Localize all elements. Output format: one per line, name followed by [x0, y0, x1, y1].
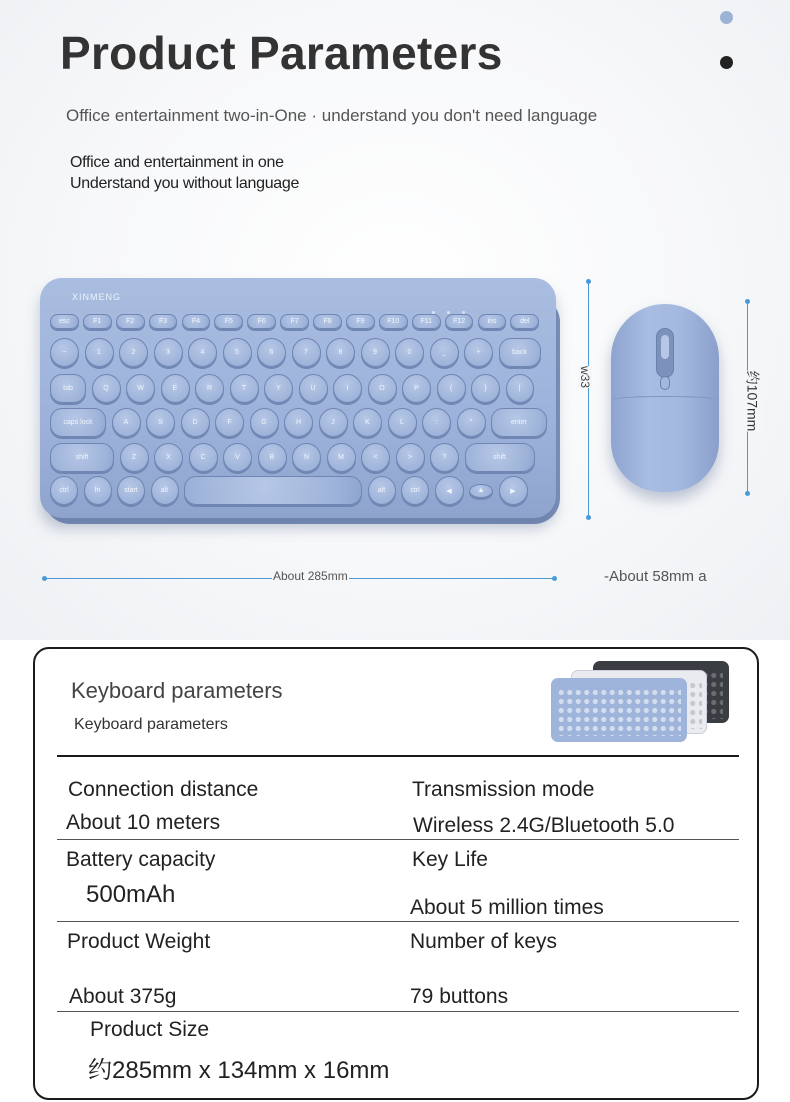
param-label-product-size: Product Size: [90, 1018, 210, 1041]
keyboard-key: M: [327, 443, 356, 472]
keyboard-key: :: [422, 408, 451, 437]
keyboard-key: {: [437, 374, 466, 403]
keyboard-key: >: [396, 443, 425, 472]
keyboard-key: J: [319, 408, 348, 437]
keyboard-key: ◀: [435, 476, 464, 505]
keyboard-key: O: [368, 374, 397, 403]
keyboard-key: |: [506, 374, 534, 403]
keyboard-key: tab: [50, 374, 86, 403]
keyboard-key: back: [499, 338, 541, 367]
keyboard-key: <: [361, 443, 390, 472]
keyboard-key: I: [333, 374, 362, 403]
keyboard-key: D: [181, 408, 210, 437]
keyboard-key: del: [510, 314, 539, 329]
dimension-endpoint: [42, 576, 47, 581]
param-label-connection-distance: Connection distance: [68, 778, 259, 801]
keyboard-row: [50, 338, 541, 367]
keyboard-key: shift: [50, 443, 114, 472]
keyboard-row: [50, 443, 535, 472]
param-label-key-life: Key Life: [412, 848, 488, 871]
keyboard-key: alt: [368, 476, 396, 505]
keyboard-key: F4: [182, 314, 211, 329]
keyboard-key: G: [250, 408, 279, 437]
keyboard-key: F12: [445, 314, 474, 329]
keyboard-key: ~: [50, 338, 79, 367]
keyboard-key: fn: [84, 476, 112, 505]
param-value-number-of-keys: 79 buttons: [410, 985, 509, 1008]
keyboard-key: Q: [92, 374, 121, 403]
keyboard-key: ctrl: [50, 476, 78, 505]
keyboard-key: ins: [478, 314, 507, 329]
keyboard-key: L: [388, 408, 417, 437]
param-value-transmission-mode: Wireless 2.4G/Bluetooth 5.0: [413, 814, 675, 837]
tagline-line-1: Office and entertainment in one: [70, 154, 284, 171]
keyboard-row: [50, 408, 547, 437]
tagline-line-2: Understand you without language: [70, 175, 300, 192]
keyboard-key: U: [299, 374, 328, 403]
keyboard-key: _: [430, 338, 459, 367]
keyboard-key: 7: [292, 338, 321, 367]
keyboard-key: ▶: [499, 476, 528, 505]
keyboard-key: start: [117, 476, 145, 505]
decorative-dot-light: [720, 11, 733, 24]
keyboard-indicator-lights: [432, 301, 492, 305]
keyboard-key: 5: [223, 338, 252, 367]
keyboard-row: [50, 476, 528, 505]
keyboard-height-line: [588, 282, 589, 518]
mouse-scroll-wheel: [656, 328, 674, 378]
keyboard-key: Y: [264, 374, 293, 403]
keyboard-key: F7: [280, 314, 309, 329]
keyboard-row: [50, 374, 534, 403]
param-label-number-of-keys: Number of keys: [410, 930, 558, 953]
keyboard-key: W: [126, 374, 155, 403]
row-divider: [57, 1011, 739, 1012]
row-divider: [57, 921, 739, 922]
keyboard-key: 4: [188, 338, 217, 367]
keyboard-key: A: [112, 408, 141, 437]
keyboard-key: K: [353, 408, 382, 437]
keyboard-key: 3: [154, 338, 183, 367]
keyboard-key: 1: [85, 338, 114, 367]
keyboard-key: F2: [116, 314, 145, 329]
keyboard-key: F6: [247, 314, 276, 329]
keyboard-key: 9: [361, 338, 390, 367]
keyboard-key: Z: [120, 443, 149, 472]
keyboard-height-label: w33: [578, 365, 593, 389]
keyboard-key: enter: [491, 408, 547, 437]
keyboard-key: }: [471, 374, 500, 403]
keyboard-key: F9: [346, 314, 375, 329]
keyboard-parameters-card: [33, 647, 759, 1100]
row-divider: [57, 839, 739, 840]
dimension-endpoint: [586, 279, 591, 284]
param-label-battery-capacity: Battery capacity: [66, 848, 216, 871]
dimension-endpoint: [745, 299, 750, 304]
keyboard-key: F5: [214, 314, 243, 329]
param-value-connection-distance: About 10 meters: [66, 811, 221, 834]
keyboard-key: 8: [326, 338, 355, 367]
mouse-image: [611, 304, 719, 492]
param-value-battery-capacity: 500mAh: [86, 881, 176, 908]
keyboard-key: N: [292, 443, 321, 472]
dimension-endpoint: [586, 515, 591, 520]
keyboard-key: S: [146, 408, 175, 437]
keyboard-key: shift: [465, 443, 535, 472]
tagline: [70, 152, 299, 194]
keyboard-key: caps lock: [50, 408, 106, 437]
mouse-button-split: [611, 396, 719, 404]
keyboard-brand: XINMENG: [72, 292, 122, 302]
keyboard-key: V: [223, 443, 252, 472]
keyboard-row: [50, 314, 539, 329]
page-title: Product Parameters: [60, 27, 503, 79]
keyboard-key: 6: [257, 338, 286, 367]
keyboard-key: F11: [412, 314, 441, 329]
keyboard-key: 2: [119, 338, 148, 367]
keyboard-key: F8: [313, 314, 342, 329]
keyboard-key: F1: [83, 314, 112, 329]
card-subtitle: Keyboard parameters: [74, 716, 228, 733]
keyboard-key: X: [154, 443, 183, 472]
keyboard-key: P: [402, 374, 431, 403]
keyboard-key: H: [284, 408, 313, 437]
keyboard-key: T: [230, 374, 259, 403]
keyboard-key: alt: [151, 476, 179, 505]
keyboard-key: F3: [149, 314, 178, 329]
param-value-key-life: About 5 million times: [410, 896, 604, 919]
keyboard-image: [40, 278, 556, 518]
keyboard-key: F: [215, 408, 244, 437]
keyboard-key: esc: [50, 314, 79, 329]
mouse-width-label: -About 58mm a: [604, 568, 707, 585]
page-subtitle: Office entertainment two-in-One · understand you don't need language: [66, 106, 598, 125]
keyboard-key: ctrl: [401, 476, 429, 505]
dimension-endpoint: [745, 491, 750, 496]
param-label-transmission-mode: Transmission mode: [412, 778, 595, 801]
param-value-product-weight: About 375g: [69, 985, 177, 1008]
thumbnail-keyboard-blue: [551, 678, 687, 742]
dimension-endpoint: [552, 576, 557, 581]
keyboard-key: B: [258, 443, 287, 472]
card-title: Keyboard parameters: [71, 678, 283, 703]
mouse-dpi-button: [660, 376, 670, 390]
keyboard-key: 0: [395, 338, 424, 367]
param-value-product-size: 约285mm x 134mm x 16mm: [88, 1057, 390, 1084]
keyboard-key: ": [457, 408, 486, 437]
keyboard-key: +: [464, 338, 493, 367]
keyboard-key: R: [195, 374, 224, 403]
keyboard-key: ▲: [469, 484, 493, 498]
keyboard-key: E: [161, 374, 190, 403]
keyboard-width-label: About 285mm: [273, 569, 348, 583]
param-label-product-weight: Product Weight: [67, 930, 211, 953]
keyboard-key: F10: [379, 314, 408, 329]
header-divider: [57, 755, 739, 757]
decorative-dot-dark: [720, 56, 733, 69]
mouse-length-label: 约107mm: [744, 370, 761, 432]
keyboard-key: [184, 476, 362, 505]
keyboard-key: ?: [430, 443, 459, 472]
keyboard-key: C: [189, 443, 218, 472]
